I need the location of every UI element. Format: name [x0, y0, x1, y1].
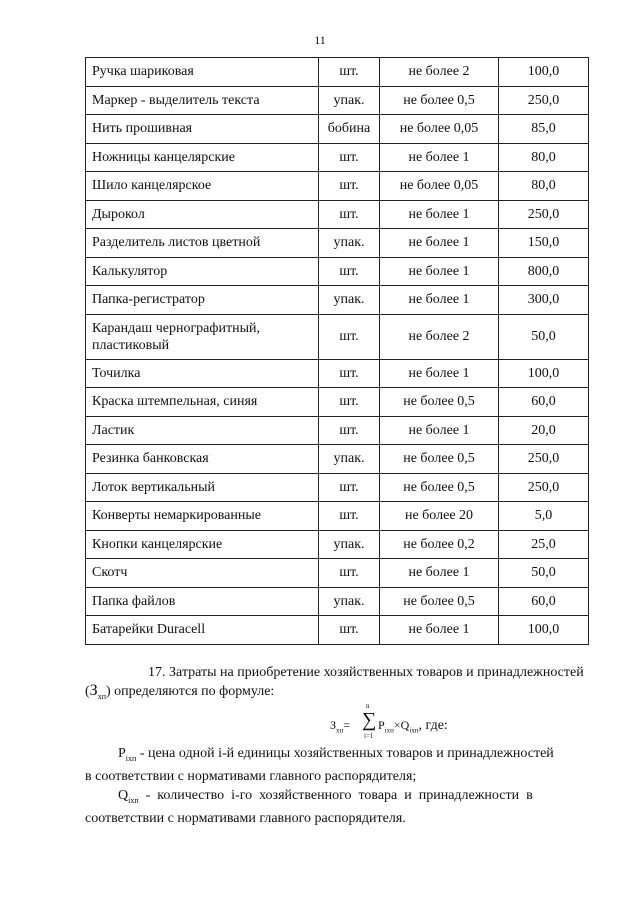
- sum-symbol: ∑: [362, 709, 377, 731]
- formula-lhs-subscript: хп: [336, 726, 344, 735]
- table-row: [86, 257, 589, 286]
- price-cell: 800,0: [499, 257, 589, 286]
- unit-cell: упак.: [319, 229, 380, 258]
- unit-cell: шт.: [319, 359, 380, 388]
- item-name-cell: Точилка: [86, 359, 319, 388]
- table-row: [86, 587, 589, 616]
- price-cell: 250,0: [499, 86, 589, 115]
- item-name-cell: Нить прошивная: [86, 115, 319, 144]
- item-name-cell: Папка файлов: [86, 587, 319, 616]
- formula-where: , где:: [418, 718, 448, 733]
- quantity-norm-cell: не более 0,05: [380, 115, 499, 144]
- price-cell: 100,0: [499, 616, 589, 645]
- table-row: [86, 314, 589, 359]
- paragraph-17-line2-text: ) определяются по формуле:: [105, 684, 275, 699]
- price-cell: 25,0: [499, 530, 589, 559]
- quantity-norm-cell: не более 2: [380, 314, 499, 359]
- table-row: [86, 58, 589, 87]
- price-cell: 60,0: [499, 388, 589, 417]
- item-name-cell: Ножницы канцелярские: [86, 143, 319, 172]
- formula-p: P: [378, 718, 385, 732]
- formula-q: Q: [400, 718, 410, 732]
- sum-upper-limit: n: [366, 702, 370, 710]
- unit-cell: шт.: [319, 143, 380, 172]
- table-row: [86, 115, 589, 144]
- table-row: [86, 86, 589, 115]
- formula-p-subscript: iхп: [384, 726, 394, 735]
- item-name-cell: Карандаш чернографитный, пластиковый: [86, 314, 319, 359]
- item-name-cell: Ручка шариковая: [86, 58, 319, 87]
- formula-q-subscript: iхп: [409, 726, 419, 735]
- unit-cell: шт.: [319, 559, 380, 588]
- price-cell: 100,0: [499, 359, 589, 388]
- definition-price-text: - цена одной i-й единицы хозяйственных товаров и принадлежностей: [136, 746, 554, 761]
- quantity-norm-cell: не более 0,5: [380, 445, 499, 474]
- cost-symbol: З: [89, 682, 98, 699]
- price-cell: 80,0: [499, 143, 589, 172]
- definition-quantity-symbol: Q: [118, 788, 129, 803]
- quantity-norm-cell: не более 1: [380, 143, 499, 172]
- supplies-table-body: [86, 58, 589, 645]
- price-cell: 300,0: [499, 286, 589, 315]
- table-row: [86, 359, 589, 388]
- formula-lhs-symbol: З: [330, 718, 337, 732]
- price-cell: 250,0: [499, 445, 589, 474]
- quantity-norm-cell: не более 0,05: [380, 172, 499, 201]
- table-row: [86, 616, 589, 645]
- item-name-cell: Краска штемпельная, синяя: [86, 388, 319, 417]
- price-cell: 150,0: [499, 229, 589, 258]
- quantity-norm-cell: не более 0,5: [380, 86, 499, 115]
- item-name-cell: Папка-регистратор: [86, 286, 319, 315]
- table-row: [86, 530, 589, 559]
- definition-quantity-line1: [85, 787, 589, 810]
- item-name-cell: Скотч: [86, 559, 319, 588]
- unit-cell: упак.: [319, 445, 380, 474]
- table-row: [86, 229, 589, 258]
- unit-cell: шт.: [319, 473, 380, 502]
- quantity-norm-cell: не более 0,2: [380, 530, 499, 559]
- table-row: [86, 473, 589, 502]
- price-cell: 5,0: [499, 502, 589, 531]
- unit-cell: упак.: [319, 530, 380, 559]
- price-cell: 50,0: [499, 314, 589, 359]
- table-row: [86, 286, 589, 315]
- table-row: [86, 416, 589, 445]
- quantity-norm-cell: не более 0,5: [380, 587, 499, 616]
- quantity-norm-cell: не более 1: [380, 359, 499, 388]
- unit-cell: упак.: [319, 286, 380, 315]
- quantity-norm-cell: не более 0,5: [380, 388, 499, 417]
- quantity-norm-cell: не более 1: [380, 257, 499, 286]
- formula-equals: =: [343, 718, 351, 732]
- unit-cell: шт.: [319, 314, 380, 359]
- cost-symbol-subscript: хп: [97, 691, 106, 701]
- item-name-cell: Шило канцелярское: [86, 172, 319, 201]
- table-row: [86, 388, 589, 417]
- price-cell: 50,0: [499, 559, 589, 588]
- formula-times: ×: [393, 718, 401, 732]
- price-cell: 250,0: [499, 473, 589, 502]
- quantity-norm-cell: не более 1: [380, 416, 499, 445]
- definition-quantity: [85, 787, 589, 828]
- price-cell: 100,0: [499, 58, 589, 87]
- table-row: [86, 172, 589, 201]
- item-name-cell: Конверты немаркированные: [86, 502, 319, 531]
- page-number: 11: [314, 33, 326, 47]
- definition-quantity-subscript: iхп: [128, 795, 139, 805]
- item-name-cell: Калькулятор: [86, 257, 319, 286]
- definition-price-subscript: iхп: [125, 753, 137, 763]
- quantity-norm-cell: не более 1: [380, 200, 499, 229]
- unit-cell: упак.: [319, 86, 380, 115]
- formula-lhs: [330, 718, 350, 734]
- unit-cell: шт.: [319, 502, 380, 531]
- definition-price: [85, 745, 589, 786]
- unit-cell: шт.: [319, 616, 380, 645]
- quantity-norm-cell: не более 2: [380, 58, 499, 87]
- definition-quantity-line2: соответствии с нормативами главного распорядителя.: [85, 810, 406, 826]
- definition-quantity-text: - количество i-го хозяйственного товара и принадлежности в: [138, 788, 533, 803]
- quantity-norm-cell: не более 1: [380, 286, 499, 315]
- table-row: [86, 559, 589, 588]
- item-name-cell: Дырокол: [86, 200, 319, 229]
- unit-cell: шт.: [319, 257, 380, 286]
- item-name-cell: Ластик: [86, 416, 319, 445]
- definition-price-symbol: P: [118, 746, 126, 761]
- item-name-cell: Батарейки Duracell: [86, 616, 319, 645]
- unit-cell: шт.: [319, 388, 380, 417]
- item-name-cell: Кнопки канцелярские: [86, 530, 319, 559]
- paragraph-17: [85, 664, 590, 706]
- table-row: [86, 143, 589, 172]
- supplies-table: [85, 57, 589, 645]
- quantity-norm-cell: не более 1: [380, 616, 499, 645]
- price-cell: 80,0: [499, 172, 589, 201]
- price-cell: 60,0: [499, 587, 589, 616]
- quantity-norm-cell: не более 1: [380, 559, 499, 588]
- price-cell: 20,0: [499, 416, 589, 445]
- sum-lower-limit: i=1: [364, 732, 374, 740]
- item-name-cell: Маркер - выделитель текста: [86, 86, 319, 115]
- table-row: [86, 445, 589, 474]
- unit-cell: шт.: [319, 416, 380, 445]
- table-row: [86, 502, 589, 531]
- price-cell: 85,0: [499, 115, 589, 144]
- formula-rhs: [378, 718, 448, 734]
- unit-cell: шт.: [319, 58, 380, 87]
- quantity-norm-cell: не более 0,5: [380, 473, 499, 502]
- symbol-open-paren: (: [85, 684, 90, 699]
- quantity-norm-cell: не более 20: [380, 502, 499, 531]
- item-name-cell: Лоток вертикальный: [86, 473, 319, 502]
- paragraph-17-line2: [85, 682, 590, 706]
- unit-cell: упак.: [319, 587, 380, 616]
- unit-cell: шт.: [319, 200, 380, 229]
- unit-cell: бобина: [319, 115, 380, 144]
- item-name-cell: Разделитель листов цветной: [86, 229, 319, 258]
- definition-price-line2: в соответствии с нормативами главного распорядителя;: [85, 768, 417, 784]
- item-name-cell: Резинка банковская: [86, 445, 319, 474]
- unit-cell: шт.: [319, 172, 380, 201]
- paragraph-17-line1: 17. Затраты на приобретение хозяйственных товаров и принадлежностей: [148, 665, 584, 680]
- table-row: [86, 200, 589, 229]
- quantity-norm-cell: не более 1: [380, 229, 499, 258]
- definition-price-line1: [85, 745, 589, 768]
- price-cell: 250,0: [499, 200, 589, 229]
